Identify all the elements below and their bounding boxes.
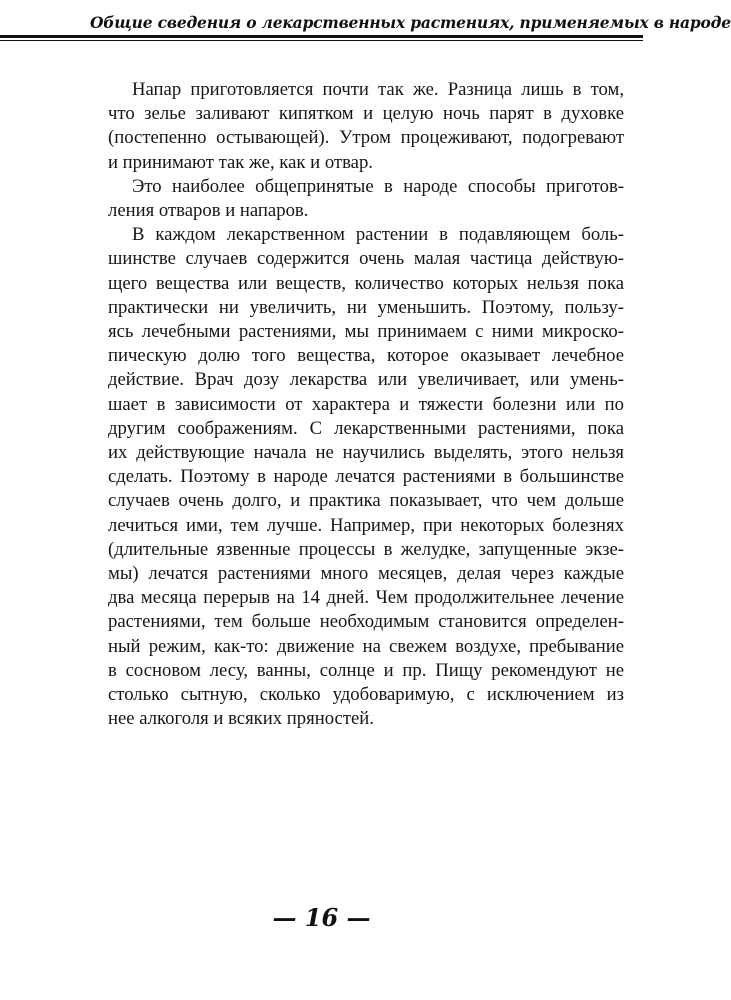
- text-line: ясь лечебными растениями, мы принимаем с ними микроско-: [108, 321, 624, 343]
- running-header: Общие сведения о лекарственных растениях, применяемых в народе: [90, 13, 731, 32]
- text-line: В каждом лекарственном растении в подавляющем боль-: [132, 224, 624, 246]
- header-rule-thin: [0, 40, 643, 41]
- text-line: растениями, тем больше необходимым становится определен-: [108, 611, 624, 633]
- text-line: (постепенно остывающей). Утром процеживают, подогревают: [108, 127, 624, 149]
- text-line: случаев очень долго, и практика показывает, что чем дольше: [108, 490, 624, 512]
- page-number: — 16 —: [272, 903, 371, 932]
- text-line: шинстве случаев содержится очень малая частица действую-: [108, 248, 624, 270]
- text-line: мы) лечатся растениями много месяцев, делая через каждые: [108, 563, 624, 585]
- text-line: щего вещества или веществ, количество которых нельзя пока: [108, 272, 624, 294]
- text-line: их действующие начала не научились выделять, этого нельзя: [108, 442, 624, 464]
- text-line: Напар приготовляется почти так же. Разница лишь в том,: [132, 79, 624, 100]
- text-line: лечиться ими, тем лучше. Например, при некоторых болезнях: [108, 514, 624, 536]
- text-line: столько сытную, сколько удобоваримую, с исключением из: [108, 684, 624, 706]
- text-line: и принимают так же, как и отвар.: [108, 151, 373, 173]
- body-text: [108, 78, 624, 731]
- text-line: что зелье заливают кипятком и целую ночь парят в духовке: [108, 103, 624, 125]
- text-line: (длительные язвенные процессы в желудке, запущенные экзе-: [108, 538, 624, 560]
- text-line: сделать. Поэтому в народе лечатся растениями в большинстве: [108, 466, 624, 488]
- text-line: два месяца перерыв на 14 дней. Чем продолжительнее лечение: [108, 587, 624, 609]
- text-line: ления отваров и напаров.: [108, 200, 309, 222]
- text-line: пическую долю того вещества, которое оказывает лечебное: [108, 345, 624, 367]
- text-line: Это наиболее общепринятые в народе способы приготов-: [132, 175, 624, 197]
- header-rule-thick: [0, 35, 643, 38]
- text-line: другим соображениям. С лекарственными растениями, пока: [108, 417, 624, 439]
- text-line: в сосновом лесу, ванны, солнце и пр. Пищу рекомендуют не: [108, 659, 624, 681]
- text-line: действие. Врач дозу лекарства или увеличивает, или умень-: [108, 369, 624, 391]
- text-line: практически ни увеличить, ни уменьшить. Поэтому, пользу-: [108, 296, 624, 318]
- text-line: ный режим, как-то: движение на свежем воздухе, пребывание: [108, 635, 624, 657]
- text-line: шает в зависимости от характера и тяжести болезни или по: [108, 393, 624, 415]
- text-line: нее алкоголя и всяких пряностей.: [108, 708, 374, 730]
